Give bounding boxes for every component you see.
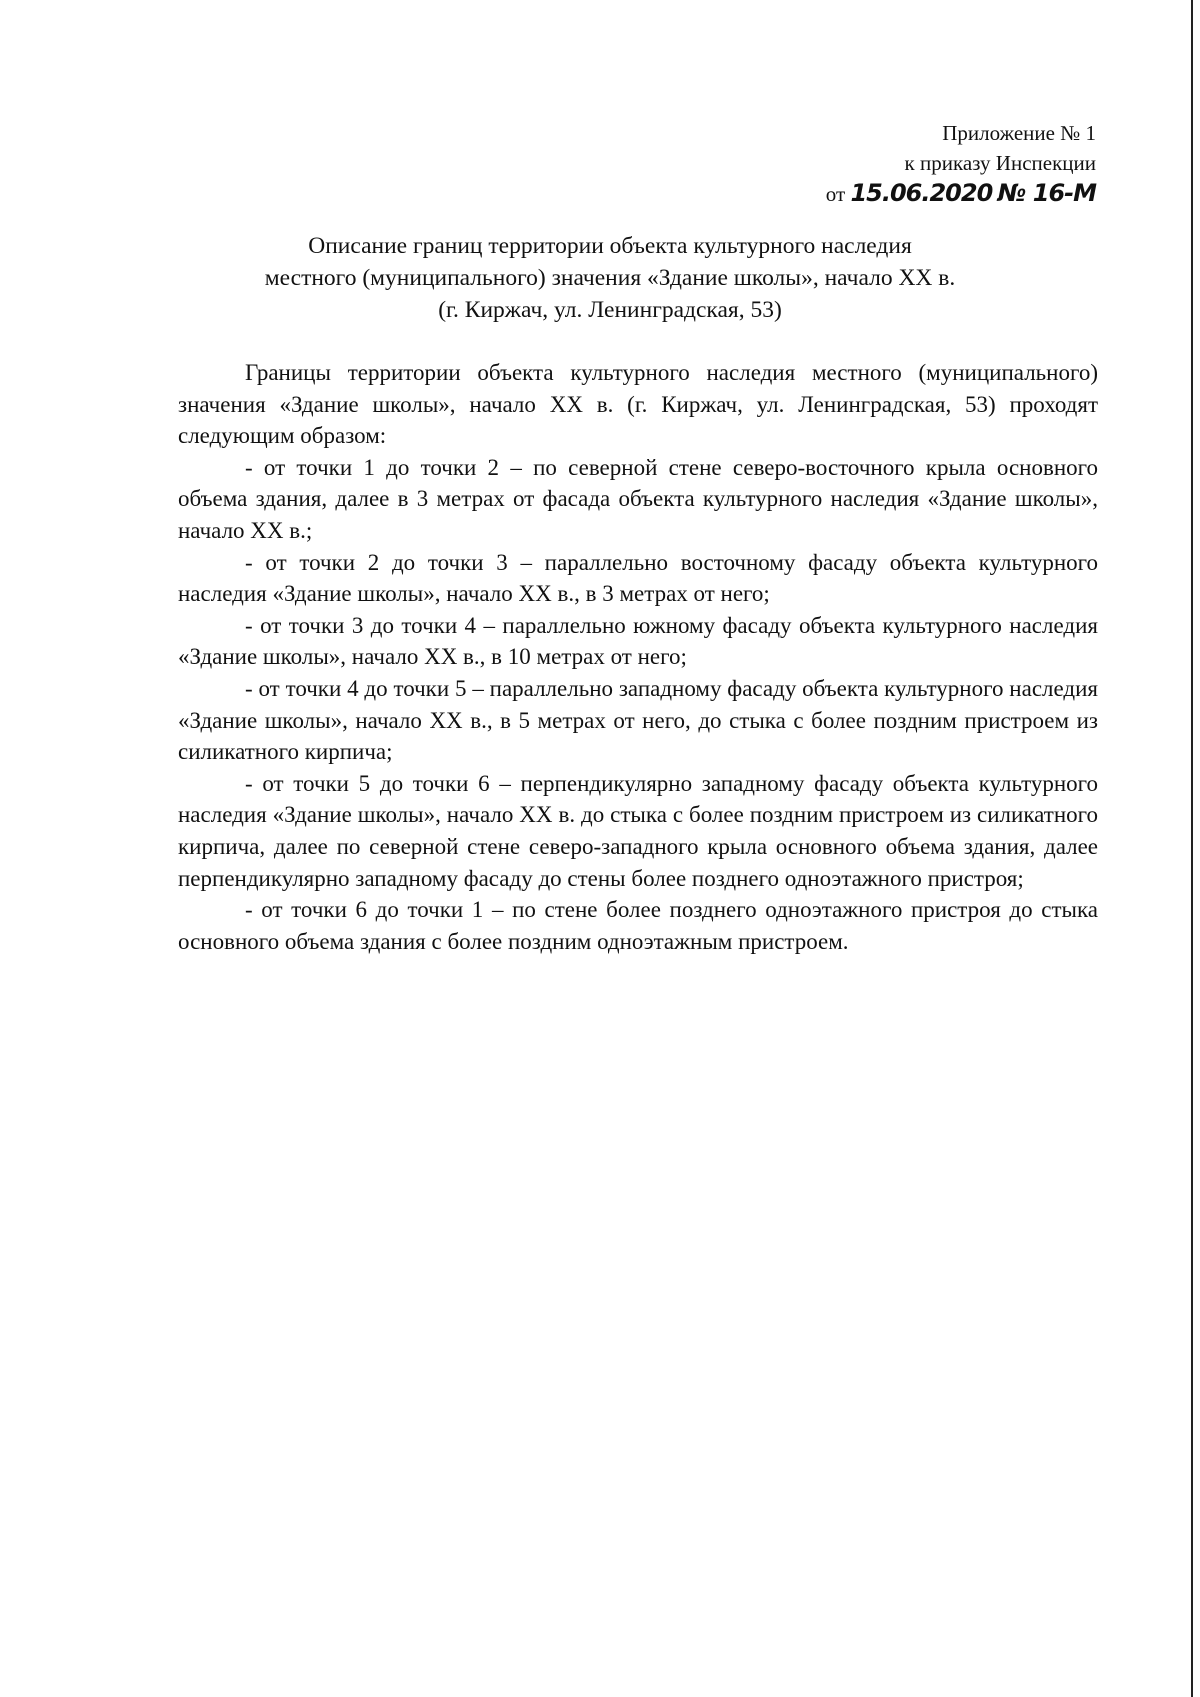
title-line-2: местного (муниципального) значения «Здание школы», начало XX в. bbox=[264, 265, 956, 291]
boundary-segment-1-2: - от точки 1 до точки 2 – по северной стене северо-восточного крыла основного объема здания, далее в 3 метрах от фасада объекта культурного наследия «Здание школы», начало XX в.; bbox=[178, 454, 1098, 543]
title-line-1: Описание границ территории объекта культурного наследия bbox=[308, 233, 912, 259]
date-prefix: от bbox=[825, 182, 846, 206]
title-line-3: (г. Киржач, ул. Ленинградская, 53) bbox=[438, 297, 782, 323]
boundary-segment-6-1: - от точки 6 до точки 1 – по стене более позднего одноэтажного пристроя до стыка основного объема здания с более поздним одноэтажным пристроем. bbox=[178, 897, 1098, 954]
intro-paragraph: Границы территории объекта культурного наследия местного (муниципального) значения «Здание школы», начало XX в. (г. Киржач, ул. Ленинградская, 53) проходят следующим образом: bbox=[178, 360, 1098, 449]
boundary-segment-5-6: - от точки 5 до точки 6 – перпендикулярно западному фасаду объекта культурного наследия «Здание школы», начало XX в. до стыка с более поздним пристроем из силикатного кирпича, далее по северной стене северо-западного крыла основного объема здания, далее перпендикулярно западному фасаду до стены более позднего одноэтажного пристроя; bbox=[178, 770, 1098, 891]
appendix-order-reference: к приказу Инспекции bbox=[904, 151, 1096, 175]
document-body bbox=[178, 357, 1098, 957]
document-title bbox=[180, 230, 1040, 326]
handwritten-order-number: № 16-М bbox=[997, 179, 1096, 207]
appendix-date-line bbox=[826, 178, 1096, 209]
handwritten-date: 15.06.2020 bbox=[850, 179, 993, 207]
appendix-header bbox=[826, 118, 1096, 209]
boundary-segment-4-5: - от точки 4 до точки 5 – параллельно западному фасаду объекта культурного наследия «Здание школы», начало XX в., в 5 метрах от него, до стыка с более поздним пристроем из силикатного кирпича; bbox=[178, 675, 1098, 765]
boundary-segment-2-3: - от точки 2 до точки 3 – параллельно восточному фасаду объекта культурного наследия «Здание школы», начало XX в., в 3 метрах от него; bbox=[178, 549, 1098, 607]
appendix-number: Приложение № 1 bbox=[942, 121, 1096, 145]
boundary-segment-3-4: - от точки 3 до точки 4 – параллельно южному фасаду объекта культурного наследия «Здание школы», начало XX в., в 10 метрах от него; bbox=[178, 612, 1098, 670]
scan-edge bbox=[1191, 0, 1193, 1697]
